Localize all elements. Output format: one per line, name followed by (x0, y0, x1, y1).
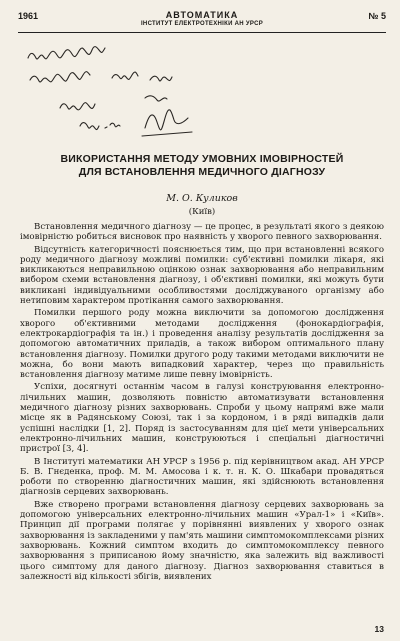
article-title-line-1: ВИКОРИСТАННЯ МЕТОДУ УМОВНИХ ІМОВІРНОСТЕЙ (60, 153, 344, 165)
article-title-line-2: ДЛЯ ВСТАНОВЛЕННЯ МЕДИЧНОГО ДІАГНОЗУ (78, 166, 326, 178)
page-number: 13 (374, 624, 384, 634)
body-paragraph: Успіхи, досягнуті останнім часом в галузі конструювання електронно-лічильних машин, дозволяють повністю автоматизувати встановлення медичного діагнозу різних захворювань. Спроби у цьому напрямі вже мали місце як в Радянському Союзі, так і за кордоном, і в ряді випадків дали успішні наслідки [1, 2]. Поряд із застосуванням для цієї мети універсальних електронно-лічильних машин, конструюються і спеціальні діагностичні пристрої [3, 4]. (20, 382, 384, 455)
header-year: 1961 (18, 11, 39, 21)
handwritten-dedication (20, 38, 220, 148)
article-body (20, 222, 384, 584)
header-institute: ІНСТИТУТ ЕЛЕКТРОТЕХНІКИ АН УРСР (140, 21, 264, 27)
article-title (18, 153, 386, 179)
body-paragraph: Відсутність категоричності пояснюється тим, що при встановленні всякого роду медичного діагнозу можливі помилки: суб'єктивні помилки лікаря, які викликаються неправильною оцінкою ознак захворювання або неправильним вибором схеми встановлення діагнозу, і об'єктивні помилки, які можуть бути викликані індивідуальними особливостями досліджуваного організму або нетиповим характером протікання самого захворювання. (20, 244, 384, 307)
body-paragraph: В Інституті математики АН УРСР з 1956 р. під керівництвом акад. АН УРСР Б. В. Гнєденка, проф. М. М. Амосова і к. т. н. К. О. Шкабари провадяться роботи по створенню діагностичних машин, які здійснюють встановлення діагнозів серцевих захворювань. (20, 456, 384, 498)
handwritten-dedication-drawing (20, 38, 220, 148)
header-issue-number: № 5 (368, 11, 386, 21)
article-city: (Київ) (188, 207, 216, 217)
article-author: М. О. Куликов (166, 193, 238, 204)
running-header (18, 10, 386, 33)
header-journal-title: АВТОМАТИКА (165, 10, 239, 20)
body-paragraph: Вже створено програми встановлення діагнозу серцевих захворювань за допомогою універсальних електронно-лічильних машин «Урал-1» і «Київ». Принцип дії програми полягає у порівнянні виявлених у хворого ознак захворювання із закладеними у пам'ять машини симптомокомплексами різних захворювань. Кожний симптом входить до симптомокомплексу певного захворювання з приписаною йому значністю, яка залежить від важливості цього симптому для даного діагнозу. Діагноз захворювання ставиться в залежності від кількості збігів, виявлених (20, 499, 384, 582)
body-paragraph: Встановлення медичного діагнозу — це процес, в результаті якого з деякою імовірністю робиться висновок про наявність у хворого певного захворювання. (20, 222, 384, 243)
body-paragraph: Помилки першого роду можна виключити за допомогою дослідження хворого об'єктивними методами дослідження (фонокардіографія, електрокардіографія та ін.) і проведення аналізу результатів дослідження за допомогою автоматичних приладів, а також вибором оптимального плану встановлення діагнозу. Помилки другого роду такими методами виключити не можна, бо вони мають випадковий характер, через що правильність встановлення діагнозу матиме лише певну імовірність. (20, 308, 384, 381)
